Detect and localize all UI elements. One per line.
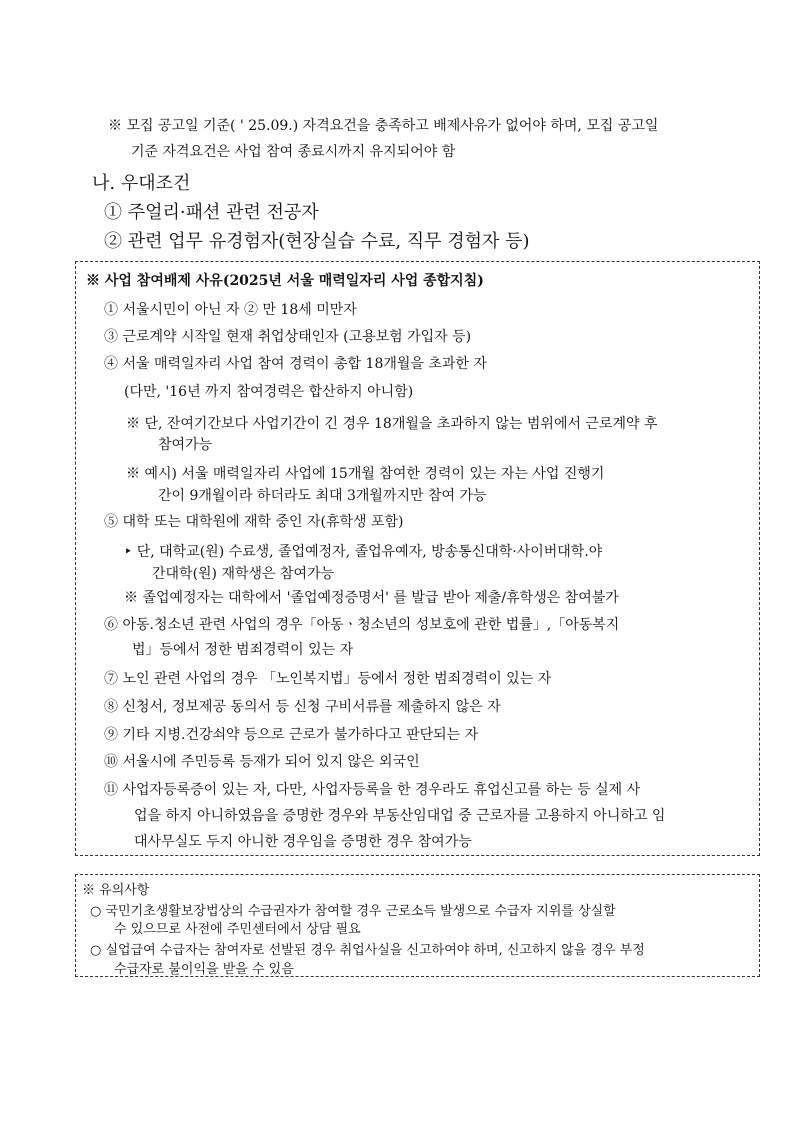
exclusion-line: ③ 근로계약 시작일 현재 취업상태인자 (고용보험 가입자 등) (104, 329, 472, 345)
exclusion-box (75, 261, 760, 856)
exclusion-line: 참여가능 (158, 437, 213, 453)
exclusion-line: 업을 하지 아니하였음을 증명한 경우와 부동산임대업 중 근로자를 고용하지 아니하고 임 (134, 808, 666, 824)
preference-item-1: ① 주얼리·패션 관련 전공자 (104, 202, 319, 223)
exclusion-line: ⑧ 신청서, 정보제공 동의서 등 신청 구비서류를 제출하지 않은 자 (104, 699, 501, 715)
exclusion-line: ① 서울시민이 아닌 자 ② 만 18세 미만자 (104, 302, 357, 318)
exclusion-line: 간이 9개월이라 하더라도 최대 3개월까지만 참여 가능 (158, 488, 487, 504)
exclusion-line: ※ 예시) 서울 매력일자리 사업에 15개월 참여한 경력이 있는 자는 사업 진행기 (126, 466, 605, 482)
exclusion-line: 간대학(원) 재학생은 참여가능 (152, 566, 335, 582)
exclusion-line: ‣ 단, 대학교(원) 수료생, 졸업예정자, 졸업유예자, 방송통신대학·사이버대학.야 (124, 544, 603, 560)
exclusion-line: ⑥ 아동.청소년 관련 사업의 경우「아동ㆍ청소년의 성보호에 관한 법률」,「아동복지 (104, 617, 620, 633)
exclusion-line: (다만, '16년 까지 참여경력은 합산하지 아니함) (124, 384, 414, 400)
exclusion-line: ⑦ 노인 관련 사업의 경우 「노인복지법」등에서 정한 범죄경력이 있는 자 (104, 671, 552, 687)
preference-item-2: ② 관련 업무 유경험자(현장실습 수료, 직무 경험자 등) (104, 231, 530, 252)
notice-line-1: ※ 모집 공고일 기준( ' 25.09.) 자격요건을 충족하고 배제사유가 없어야 하며, 모집 공고일 (108, 118, 659, 134)
exclusion-line: 법」등에서 정한 범죄경력이 있는 자 (132, 642, 354, 658)
exclusion-line: ⑪ 사업자등록증이 있는 자, 다만, 사업자등록을 한 경우라도 휴업신고를 하는 등 실제 사 (104, 782, 641, 798)
caution-line: 수 있으므로 사전에 주민센터에서 상담 필요 (114, 922, 361, 937)
caution-box (75, 874, 760, 977)
notice-line-2: 기준 자격요건은 사업 참여 종료시까지 유지되어야 함 (131, 144, 456, 160)
exclusion-line: ※ 졸업예정자는 대학에서 '졸업예정증명서' 를 발급 받아 제출/휴학생은 참여불가 (124, 590, 619, 606)
caution-line: ○ 국민기초생활보장법상의 수급권자가 참여할 경우 근로소득 발생으로 수급자 지위를 상실할 (90, 904, 616, 919)
exclusion-line: ⑩ 서울시에 주민등록 등재가 되어 있지 않은 외국인 (104, 754, 420, 770)
preference-heading: 나. 우대조건 (92, 173, 191, 194)
exclusion-line: ※ 단, 잔여기간보다 사업기간이 긴 경우 18개월을 초과하지 않는 범위에서 근로계약 후 (126, 416, 658, 432)
caution-line: ○ 실업급여 수급자는 참여자로 선발된 경우 취업사실을 신고하여야 하며, 신고하지 않을 경우 부정 (90, 943, 645, 958)
exclusion-line: ⑨ 기타 지병.건강쇠약 등으로 근로가 불가하다고 판단되는 자 (104, 727, 479, 743)
caution-line: 수급자로 불이익을 받을 수 있음 (114, 962, 294, 977)
caution-title: ※ 유의사항 (82, 883, 150, 898)
exclusion-line: 대사무실도 두지 아니한 경우임을 증명한 경우 참여가능 (134, 834, 472, 850)
exclusion-line: ④ 서울 매력일자리 사업 참여 경력이 총합 18개월을 초과한 자 (104, 356, 487, 372)
exclusion-line: ⑤ 대학 또는 대학원에 재학 중인 자(휴학생 포함) (104, 514, 404, 530)
exclusion-title: ※ 사업 참여배제 사유(2025년 서울 매력일자리 사업 종합지침) (86, 273, 484, 289)
